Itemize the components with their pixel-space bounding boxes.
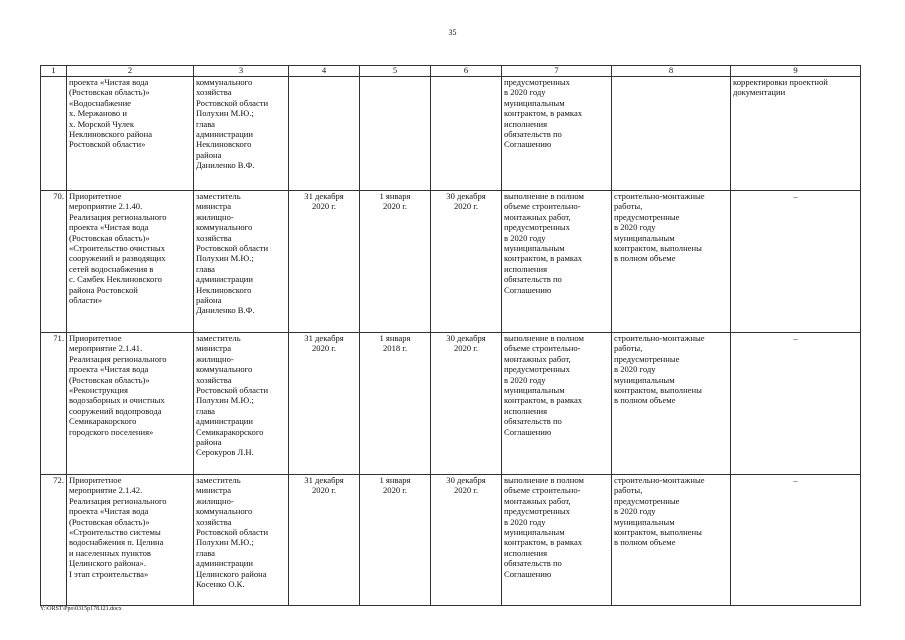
note-cell: – — [731, 475, 861, 606]
executor-cell: заместитель министра жилищно- коммунального хозяйства Ростовской области Полухин М.Ю.; глава администрации Целинского района Косенко О.К. — [194, 475, 289, 606]
column-header: 9 — [731, 66, 861, 77]
file-path-footer: Y:\ORST\Ppo\0315p178.f21.docx — [40, 606, 122, 612]
row-number — [41, 77, 67, 191]
event-cell: Приоритетное мероприятие 2.1.42. Реализация регионального проекта «Чистая вода (Ростовская область)» «Строительство системы водоснабжения п. Целина и населенных пунктов Целинского района». I этап строительства» — [67, 475, 194, 606]
actual-end-date-cell: 30 декабря 2020 г. — [431, 475, 502, 606]
planned-result-cell: предусмотренных в 2020 году муниципальным контрактом, в рамках исполнения обязательств по Соглашению — [502, 77, 612, 191]
table-row — [41, 77, 861, 191]
column-header: 6 — [431, 66, 502, 77]
planned-end-date-cell: 31 декабря 2020 г. — [289, 191, 360, 333]
executor-cell: заместитель министра жилищно- коммунального хозяйства Ростовской области Полухин М.Ю.; глава администрации Неклиновского района Даниленко В.Ф. — [194, 191, 289, 333]
actual-start-date-cell — [360, 77, 431, 191]
actual-start-date-cell: 1 января 2020 г. — [360, 475, 431, 606]
row-number: 72. — [41, 475, 67, 606]
actual-start-date-cell: 1 января 2020 г. — [360, 191, 431, 333]
note-cell: корректировки проектной документации — [731, 77, 861, 191]
table-row — [41, 191, 861, 333]
actual-end-date-cell — [431, 77, 502, 191]
column-header: 5 — [360, 66, 431, 77]
column-header: 4 — [289, 66, 360, 77]
note-cell: – — [731, 191, 861, 333]
page-number: 35 — [448, 28, 457, 37]
event-cell: Приоритетное мероприятие 2.1.40. Реализация регионального проекта «Чистая вода (Ростовская область)» «Строительство очистных сооружений и разводящих сетей водоснабжения в с. Самбек Неклиновского района Ростовской области» — [67, 191, 194, 333]
events-table — [40, 65, 861, 606]
column-header: 7 — [502, 66, 612, 77]
table-row — [41, 475, 861, 606]
column-numbers-row — [41, 66, 861, 77]
row-number: 70. — [41, 191, 67, 333]
column-header: 2 — [67, 66, 194, 77]
event-cell: Приоритетное мероприятие 2.1.41. Реализация регионального проекта «Чистая вода (Ростовская область)» «Реконструкция водозаборных и очистных сооружений водопровода Семикаракорского городского поселения» — [67, 333, 194, 475]
actual-result-cell — [612, 77, 731, 191]
planned-end-date-cell — [289, 77, 360, 191]
column-header: 8 — [612, 66, 731, 77]
executor-cell: заместитель министра жилищно- коммунального хозяйства Ростовской области Полухин М.Ю.; глава администрации Семикаракорского района Серокуров Л.Н. — [194, 333, 289, 475]
planned-end-date-cell: 31 декабря 2020 г. — [289, 475, 360, 606]
actual-result-cell: строительно-монтажные работы, предусмотренные в 2020 году муниципальным контрактом, выполнены в полном объеме — [612, 333, 731, 475]
event-cell: проекта «Чистая вода (Ростовская область)» «Водоснабжение х. Мержаново и х. Морской Чулек Неклиновского района Ростовской области» — [67, 77, 194, 191]
column-header: 1 — [41, 66, 67, 77]
note-cell: – — [731, 333, 861, 475]
column-header: 3 — [194, 66, 289, 77]
actual-result-cell: строительно-монтажные работы, предусмотренные в 2020 году муниципальным контрактом, выполнены в полном объеме — [612, 475, 731, 606]
table-row — [41, 333, 861, 475]
planned-result-cell: выполнение в полном объеме строительно- монтажных работ, предусмотренных в 2020 году муниципальным контрактом, в рамках исполнения обязательств по Соглашению — [502, 333, 612, 475]
planned-result-cell: выполнение в полном объеме строительно- монтажных работ, предусмотренных в 2020 году муниципальным контрактом, в рамках исполнения обязательств по Соглашению — [502, 475, 612, 606]
actual-start-date-cell: 1 января 2018 г. — [360, 333, 431, 475]
planned-end-date-cell: 31 декабря 2020 г. — [289, 333, 360, 475]
actual-end-date-cell: 30 декабря 2020 г. — [431, 333, 502, 475]
actual-result-cell: строительно-монтажные работы, предусмотренные в 2020 году муниципальным контрактом, выполнены в полном объеме — [612, 191, 731, 333]
planned-result-cell: выполнение в полном объеме строительно- монтажных работ, предусмотренных в 2020 году муниципальным контрактом, в рамках исполнения обязательств по Соглашению — [502, 191, 612, 333]
executor-cell: коммунального хозяйства Ростовской области Полухин М.Ю.; глава администрации Неклиновского района Даниленко В.Ф. — [194, 77, 289, 191]
actual-end-date-cell: 30 декабря 2020 г. — [431, 191, 502, 333]
row-number: 71. — [41, 333, 67, 475]
